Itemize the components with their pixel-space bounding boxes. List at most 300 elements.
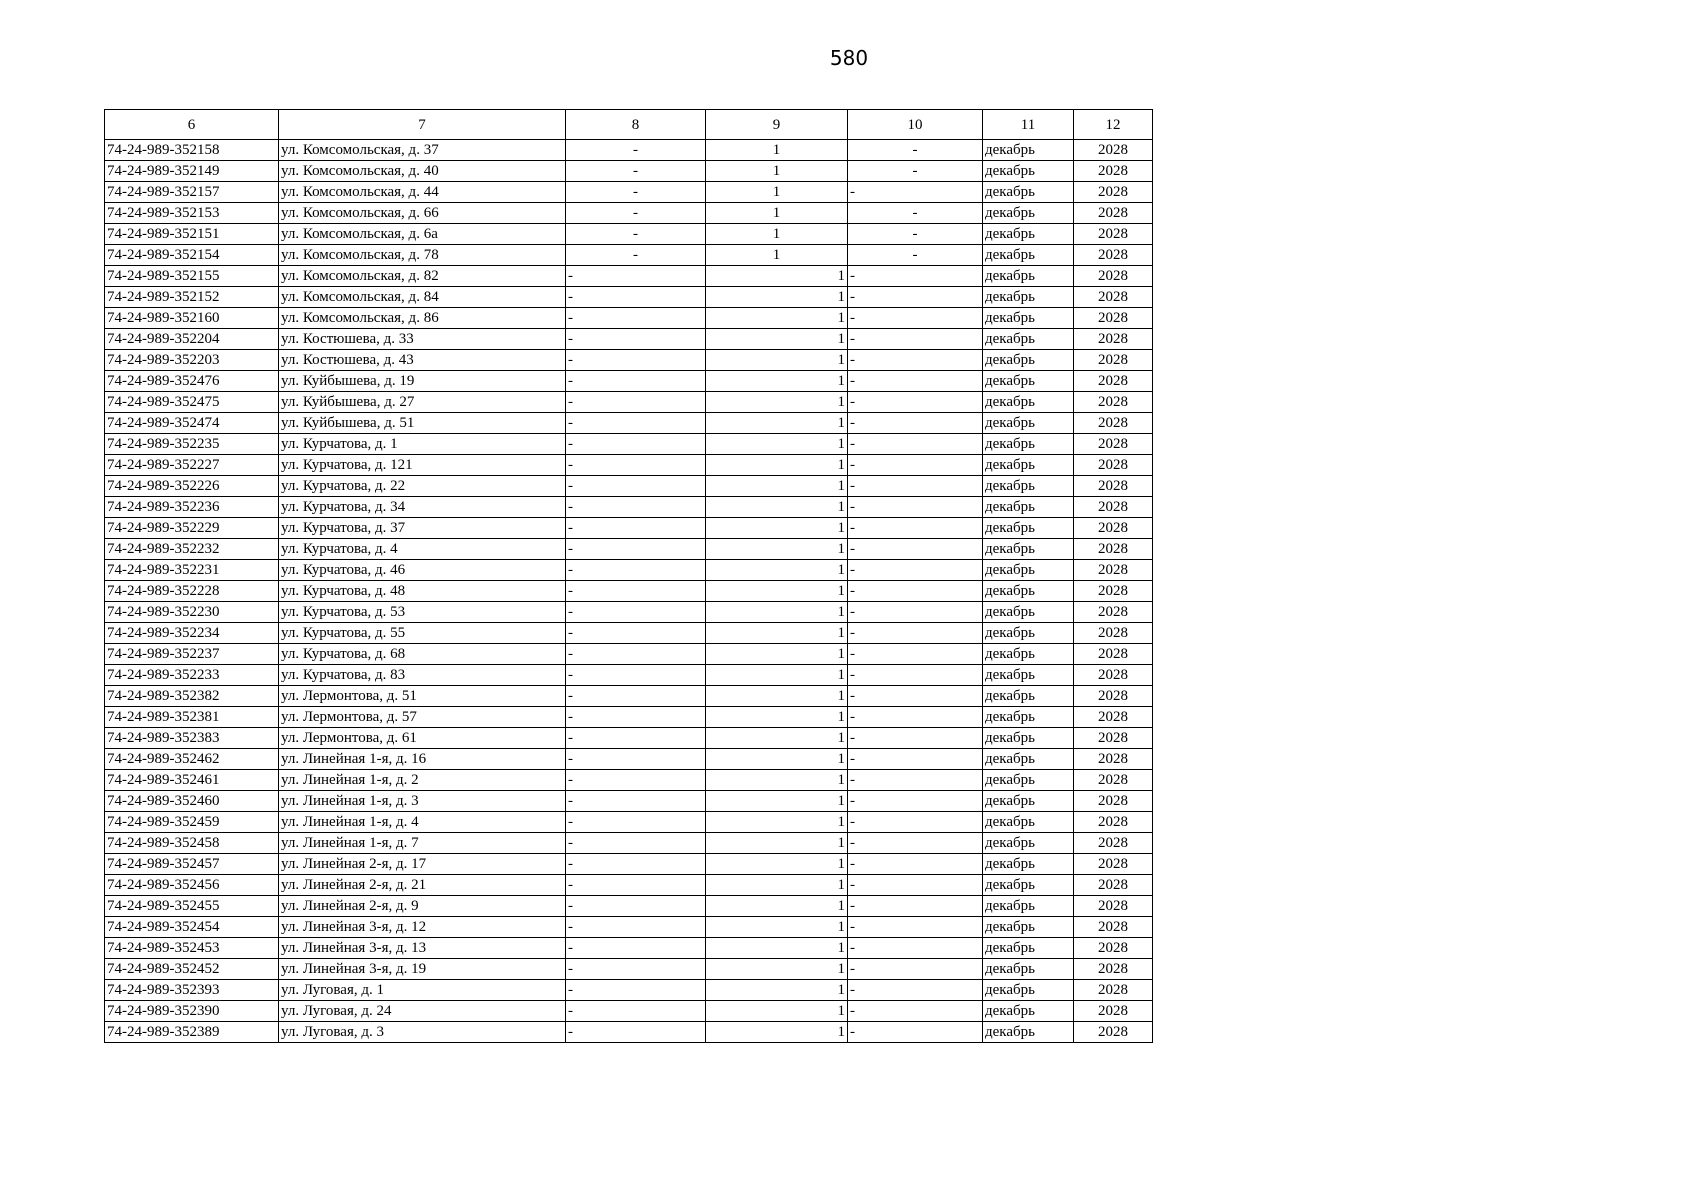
cell-address: ул. Линейная 2-я, д. 21 xyxy=(279,875,566,896)
cell-col-8: - xyxy=(566,413,706,434)
cell-year: 2028 xyxy=(1074,203,1153,224)
cell-address: ул. Лермонтова, д. 51 xyxy=(279,686,566,707)
cell-address: ул. Комсомольская, д. 37 xyxy=(279,140,566,161)
cell-col-8: - xyxy=(566,161,706,182)
cell-address: ул. Курчатова, д. 4 xyxy=(279,539,566,560)
cell-col-10: - xyxy=(848,140,983,161)
cell-id: 74-24-989-352149 xyxy=(105,161,279,182)
cell-col-8: - xyxy=(566,476,706,497)
cell-month: декабрь xyxy=(983,140,1074,161)
cell-year: 2028 xyxy=(1074,224,1153,245)
cell-year: 2028 xyxy=(1074,266,1153,287)
cell-address: ул. Костюшева, д. 33 xyxy=(279,329,566,350)
cell-col-8: - xyxy=(566,497,706,518)
table-row xyxy=(105,497,1153,518)
cell-col-10: - xyxy=(848,476,983,497)
cell-id: 74-24-989-352455 xyxy=(105,896,279,917)
column-header-9: 9 xyxy=(706,110,848,140)
cell-month: декабрь xyxy=(983,203,1074,224)
cell-col-9: 1 xyxy=(706,1022,848,1043)
cell-month: декабрь xyxy=(983,623,1074,644)
cell-id: 74-24-989-352226 xyxy=(105,476,279,497)
cell-address: ул. Линейная 3-я, д. 19 xyxy=(279,959,566,980)
cell-col-9: 1 xyxy=(706,203,848,224)
cell-col-9: 1 xyxy=(706,560,848,581)
table-row xyxy=(105,371,1153,392)
cell-id: 74-24-989-352381 xyxy=(105,707,279,728)
cell-col-8: - xyxy=(566,938,706,959)
cell-id: 74-24-989-352157 xyxy=(105,182,279,203)
table-row xyxy=(105,917,1153,938)
cell-month: декабрь xyxy=(983,749,1074,770)
cell-col-9: 1 xyxy=(706,833,848,854)
cell-col-9: 1 xyxy=(706,518,848,539)
cell-month: декабрь xyxy=(983,644,1074,665)
cell-col-9: 1 xyxy=(706,875,848,896)
table-row xyxy=(105,833,1153,854)
table-row xyxy=(105,560,1153,581)
cell-year: 2028 xyxy=(1074,854,1153,875)
cell-month: декабрь xyxy=(983,455,1074,476)
table-row xyxy=(105,959,1153,980)
cell-id: 74-24-989-352237 xyxy=(105,644,279,665)
table-row xyxy=(105,707,1153,728)
cell-id: 74-24-989-352204 xyxy=(105,329,279,350)
data-table xyxy=(104,109,1153,1043)
cell-col-10: - xyxy=(848,350,983,371)
cell-col-8: - xyxy=(566,854,706,875)
cell-id: 74-24-989-352203 xyxy=(105,350,279,371)
cell-month: декабрь xyxy=(983,350,1074,371)
cell-col-8: - xyxy=(566,182,706,203)
cell-col-9: 1 xyxy=(706,266,848,287)
cell-col-10: - xyxy=(848,896,983,917)
cell-address: ул. Луговая, д. 24 xyxy=(279,1001,566,1022)
cell-address: ул. Курчатова, д. 68 xyxy=(279,644,566,665)
cell-col-8: - xyxy=(566,980,706,1001)
cell-year: 2028 xyxy=(1074,686,1153,707)
cell-id: 74-24-989-352158 xyxy=(105,140,279,161)
cell-month: декабрь xyxy=(983,182,1074,203)
cell-col-9: 1 xyxy=(706,434,848,455)
table-row xyxy=(105,644,1153,665)
cell-id: 74-24-989-352232 xyxy=(105,539,279,560)
cell-col-10: - xyxy=(848,287,983,308)
table-row xyxy=(105,308,1153,329)
cell-year: 2028 xyxy=(1074,539,1153,560)
cell-id: 74-24-989-352227 xyxy=(105,455,279,476)
cell-col-8: - xyxy=(566,707,706,728)
cell-year: 2028 xyxy=(1074,791,1153,812)
cell-address: ул. Куйбышева, д. 51 xyxy=(279,413,566,434)
cell-year: 2028 xyxy=(1074,560,1153,581)
cell-col-9: 1 xyxy=(706,539,848,560)
table-row xyxy=(105,392,1153,413)
cell-month: декабрь xyxy=(983,1001,1074,1022)
cell-address: ул. Комсомольская, д. 78 xyxy=(279,245,566,266)
cell-col-10: - xyxy=(848,833,983,854)
cell-year: 2028 xyxy=(1074,623,1153,644)
cell-col-8: - xyxy=(566,581,706,602)
cell-month: декабрь xyxy=(983,896,1074,917)
cell-year: 2028 xyxy=(1074,476,1153,497)
cell-col-10: - xyxy=(848,686,983,707)
cell-address: ул. Комсомольская, д. 82 xyxy=(279,266,566,287)
cell-col-9: 1 xyxy=(706,938,848,959)
cell-col-8: - xyxy=(566,371,706,392)
cell-address: ул. Комсомольская, д. 40 xyxy=(279,161,566,182)
cell-col-8: - xyxy=(566,245,706,266)
cell-address: ул. Линейная 2-я, д. 17 xyxy=(279,854,566,875)
cell-col-9: 1 xyxy=(706,791,848,812)
cell-month: декабрь xyxy=(983,371,1074,392)
table-row xyxy=(105,455,1153,476)
cell-year: 2028 xyxy=(1074,938,1153,959)
cell-id: 74-24-989-352228 xyxy=(105,581,279,602)
cell-address: ул. Курчатова, д. 22 xyxy=(279,476,566,497)
cell-month: декабрь xyxy=(983,686,1074,707)
cell-address: ул. Линейная 1-я, д. 7 xyxy=(279,833,566,854)
cell-col-8: - xyxy=(566,539,706,560)
cell-address: ул. Комсомольская, д. 86 xyxy=(279,308,566,329)
cell-col-10: - xyxy=(848,812,983,833)
cell-col-8: - xyxy=(566,392,706,413)
table-row xyxy=(105,476,1153,497)
table-row xyxy=(105,896,1153,917)
cell-address: ул. Курчатова, д. 83 xyxy=(279,665,566,686)
cell-month: декабрь xyxy=(983,707,1074,728)
cell-month: декабрь xyxy=(983,791,1074,812)
cell-month: декабрь xyxy=(983,1022,1074,1043)
cell-id: 74-24-989-352389 xyxy=(105,1022,279,1043)
cell-year: 2028 xyxy=(1074,833,1153,854)
cell-col-9: 1 xyxy=(706,665,848,686)
cell-col-9: 1 xyxy=(706,245,848,266)
cell-month: декабрь xyxy=(983,560,1074,581)
cell-address: ул. Комсомольская, д. 84 xyxy=(279,287,566,308)
cell-col-8: - xyxy=(566,434,706,455)
cell-col-10: - xyxy=(848,728,983,749)
cell-month: декабрь xyxy=(983,959,1074,980)
cell-col-8: - xyxy=(566,350,706,371)
cell-col-10: - xyxy=(848,308,983,329)
cell-col-10: - xyxy=(848,938,983,959)
cell-col-10: - xyxy=(848,266,983,287)
table-row xyxy=(105,518,1153,539)
cell-col-10: - xyxy=(848,182,983,203)
cell-month: декабрь xyxy=(983,728,1074,749)
cell-col-10: - xyxy=(848,539,983,560)
cell-col-10: - xyxy=(848,203,983,224)
table-row xyxy=(105,875,1153,896)
cell-id: 74-24-989-352475 xyxy=(105,392,279,413)
cell-col-10: - xyxy=(848,371,983,392)
cell-address: ул. Курчатова, д. 53 xyxy=(279,602,566,623)
cell-col-9: 1 xyxy=(706,623,848,644)
cell-col-10: - xyxy=(848,980,983,1001)
column-header-8: 8 xyxy=(566,110,706,140)
cell-address: ул. Линейная 3-я, д. 12 xyxy=(279,917,566,938)
cell-month: декабрь xyxy=(983,518,1074,539)
cell-col-10: - xyxy=(848,665,983,686)
cell-year: 2028 xyxy=(1074,875,1153,896)
column-header-11: 11 xyxy=(983,110,1074,140)
cell-col-10: - xyxy=(848,224,983,245)
cell-col-9: 1 xyxy=(706,329,848,350)
cell-col-8: - xyxy=(566,812,706,833)
column-header-7: 7 xyxy=(279,110,566,140)
cell-col-8: - xyxy=(566,140,706,161)
cell-year: 2028 xyxy=(1074,434,1153,455)
table-row xyxy=(105,266,1153,287)
cell-month: декабрь xyxy=(983,917,1074,938)
cell-col-9: 1 xyxy=(706,182,848,203)
cell-address: ул. Линейная 1-я, д. 2 xyxy=(279,770,566,791)
table-row xyxy=(105,203,1153,224)
cell-year: 2028 xyxy=(1074,287,1153,308)
cell-col-8: - xyxy=(566,833,706,854)
cell-year: 2028 xyxy=(1074,812,1153,833)
cell-address: ул. Линейная 1-я, д. 16 xyxy=(279,749,566,770)
cell-month: декабрь xyxy=(983,161,1074,182)
table-row xyxy=(105,812,1153,833)
cell-id: 74-24-989-352235 xyxy=(105,434,279,455)
cell-col-8: - xyxy=(566,203,706,224)
cell-id: 74-24-989-352452 xyxy=(105,959,279,980)
cell-col-10: - xyxy=(848,161,983,182)
column-header-6: 6 xyxy=(105,110,279,140)
cell-address: ул. Куйбышева, д. 19 xyxy=(279,371,566,392)
cell-col-9: 1 xyxy=(706,896,848,917)
cell-month: декабрь xyxy=(983,245,1074,266)
cell-col-8: - xyxy=(566,1001,706,1022)
cell-id: 74-24-989-352476 xyxy=(105,371,279,392)
cell-col-8: - xyxy=(566,560,706,581)
cell-year: 2028 xyxy=(1074,1022,1153,1043)
table-row xyxy=(105,770,1153,791)
cell-month: декабрь xyxy=(983,812,1074,833)
cell-month: декабрь xyxy=(983,224,1074,245)
cell-id: 74-24-989-352382 xyxy=(105,686,279,707)
cell-year: 2028 xyxy=(1074,350,1153,371)
cell-id: 74-24-989-352154 xyxy=(105,245,279,266)
cell-col-9: 1 xyxy=(706,476,848,497)
cell-col-8: - xyxy=(566,875,706,896)
cell-year: 2028 xyxy=(1074,980,1153,1001)
cell-address: ул. Комсомольская, д. 66 xyxy=(279,203,566,224)
cell-id: 74-24-989-352474 xyxy=(105,413,279,434)
cell-col-10: - xyxy=(848,560,983,581)
cell-address: ул. Комсомольская, д. 6а xyxy=(279,224,566,245)
cell-col-10: - xyxy=(848,854,983,875)
cell-col-9: 1 xyxy=(706,371,848,392)
cell-id: 74-24-989-352460 xyxy=(105,791,279,812)
cell-month: декабрь xyxy=(983,854,1074,875)
cell-address: ул. Лермонтова, д. 57 xyxy=(279,707,566,728)
cell-id: 74-24-989-352155 xyxy=(105,266,279,287)
cell-year: 2028 xyxy=(1074,329,1153,350)
cell-col-8: - xyxy=(566,896,706,917)
cell-col-9: 1 xyxy=(706,1001,848,1022)
cell-col-10: - xyxy=(848,245,983,266)
table-row xyxy=(105,224,1153,245)
cell-col-10: - xyxy=(848,413,983,434)
table-row xyxy=(105,602,1153,623)
table-row xyxy=(105,434,1153,455)
cell-month: декабрь xyxy=(983,434,1074,455)
cell-col-9: 1 xyxy=(706,686,848,707)
cell-id: 74-24-989-352151 xyxy=(105,224,279,245)
cell-month: декабрь xyxy=(983,308,1074,329)
cell-col-9: 1 xyxy=(706,917,848,938)
cell-col-10: - xyxy=(848,392,983,413)
cell-id: 74-24-989-352152 xyxy=(105,287,279,308)
cell-address: ул. Курчатова, д. 37 xyxy=(279,518,566,539)
cell-id: 74-24-989-352383 xyxy=(105,728,279,749)
table-row xyxy=(105,245,1153,266)
cell-year: 2028 xyxy=(1074,140,1153,161)
cell-address: ул. Курчатова, д. 46 xyxy=(279,560,566,581)
cell-year: 2028 xyxy=(1074,602,1153,623)
cell-month: декабрь xyxy=(983,266,1074,287)
table-row xyxy=(105,539,1153,560)
cell-address: ул. Костюшева, д. 43 xyxy=(279,350,566,371)
cell-col-9: 1 xyxy=(706,161,848,182)
cell-address: ул. Курчатова, д. 48 xyxy=(279,581,566,602)
cell-address: ул. Линейная 2-я, д. 9 xyxy=(279,896,566,917)
table-row xyxy=(105,854,1153,875)
cell-year: 2028 xyxy=(1074,959,1153,980)
cell-year: 2028 xyxy=(1074,917,1153,938)
cell-month: декабрь xyxy=(983,833,1074,854)
cell-month: декабрь xyxy=(983,602,1074,623)
cell-col-8: - xyxy=(566,644,706,665)
cell-month: декабрь xyxy=(983,938,1074,959)
cell-col-8: - xyxy=(566,1022,706,1043)
cell-col-8: - xyxy=(566,455,706,476)
cell-id: 74-24-989-352234 xyxy=(105,623,279,644)
cell-col-8: - xyxy=(566,308,706,329)
cell-col-9: 1 xyxy=(706,644,848,665)
cell-col-10: - xyxy=(848,518,983,539)
cell-month: декабрь xyxy=(983,770,1074,791)
cell-id: 74-24-989-352233 xyxy=(105,665,279,686)
cell-col-8: - xyxy=(566,266,706,287)
cell-col-9: 1 xyxy=(706,707,848,728)
cell-col-10: - xyxy=(848,749,983,770)
cell-id: 74-24-989-352462 xyxy=(105,749,279,770)
cell-id: 74-24-989-352160 xyxy=(105,308,279,329)
cell-year: 2028 xyxy=(1074,518,1153,539)
cell-address: ул. Курчатова, д. 121 xyxy=(279,455,566,476)
cell-address: ул. Линейная 3-я, д. 13 xyxy=(279,938,566,959)
cell-id: 74-24-989-352457 xyxy=(105,854,279,875)
cell-col-10: - xyxy=(848,707,983,728)
cell-month: декабрь xyxy=(983,392,1074,413)
cell-address: ул. Лермонтова, д. 61 xyxy=(279,728,566,749)
cell-col-8: - xyxy=(566,518,706,539)
cell-id: 74-24-989-352454 xyxy=(105,917,279,938)
cell-col-9: 1 xyxy=(706,959,848,980)
table-row xyxy=(105,623,1153,644)
cell-year: 2028 xyxy=(1074,728,1153,749)
cell-col-10: - xyxy=(848,770,983,791)
cell-col-10: - xyxy=(848,1022,983,1043)
cell-col-8: - xyxy=(566,959,706,980)
cell-col-9: 1 xyxy=(706,728,848,749)
cell-address: ул. Луговая, д. 3 xyxy=(279,1022,566,1043)
cell-col-10: - xyxy=(848,644,983,665)
cell-col-9: 1 xyxy=(706,392,848,413)
cell-id: 74-24-989-352456 xyxy=(105,875,279,896)
cell-year: 2028 xyxy=(1074,644,1153,665)
cell-col-10: - xyxy=(848,1001,983,1022)
cell-id: 74-24-989-352231 xyxy=(105,560,279,581)
cell-col-8: - xyxy=(566,287,706,308)
cell-year: 2028 xyxy=(1074,308,1153,329)
cell-col-8: - xyxy=(566,770,706,791)
cell-year: 2028 xyxy=(1074,1001,1153,1022)
cell-month: декабрь xyxy=(983,875,1074,896)
table-row xyxy=(105,350,1153,371)
table-row xyxy=(105,1022,1153,1043)
cell-address: ул. Луговая, д. 1 xyxy=(279,980,566,1001)
table-row xyxy=(105,938,1153,959)
cell-col-10: - xyxy=(848,917,983,938)
cell-col-10: - xyxy=(848,875,983,896)
cell-col-10: - xyxy=(848,791,983,812)
table-row xyxy=(105,287,1153,308)
cell-col-8: - xyxy=(566,329,706,350)
cell-id: 74-24-989-352453 xyxy=(105,938,279,959)
cell-id: 74-24-989-352459 xyxy=(105,812,279,833)
cell-col-8: - xyxy=(566,602,706,623)
cell-address: ул. Линейная 1-я, д. 4 xyxy=(279,812,566,833)
cell-address: ул. Комсомольская, д. 44 xyxy=(279,182,566,203)
table-row xyxy=(105,791,1153,812)
cell-col-8: - xyxy=(566,749,706,770)
cell-year: 2028 xyxy=(1074,896,1153,917)
cell-id: 74-24-989-352236 xyxy=(105,497,279,518)
cell-col-9: 1 xyxy=(706,413,848,434)
cell-col-9: 1 xyxy=(706,497,848,518)
cell-col-9: 1 xyxy=(706,308,848,329)
cell-month: декабрь xyxy=(983,581,1074,602)
cell-address: ул. Курчатова, д. 1 xyxy=(279,434,566,455)
cell-year: 2028 xyxy=(1074,455,1153,476)
cell-col-10: - xyxy=(848,602,983,623)
cell-col-9: 1 xyxy=(706,581,848,602)
page-number: 580 xyxy=(829,46,869,70)
cell-col-10: - xyxy=(848,623,983,644)
table-row xyxy=(105,1001,1153,1022)
cell-col-9: 1 xyxy=(706,455,848,476)
cell-month: декабрь xyxy=(983,665,1074,686)
cell-year: 2028 xyxy=(1074,413,1153,434)
cell-col-9: 1 xyxy=(706,980,848,1001)
cell-id: 74-24-989-352229 xyxy=(105,518,279,539)
cell-col-10: - xyxy=(848,434,983,455)
table-row xyxy=(105,980,1153,1001)
cell-col-9: 1 xyxy=(706,287,848,308)
cell-address: ул. Куйбышева, д. 27 xyxy=(279,392,566,413)
cell-year: 2028 xyxy=(1074,245,1153,266)
table-row xyxy=(105,686,1153,707)
table-row xyxy=(105,749,1153,770)
cell-col-10: - xyxy=(848,959,983,980)
table-row xyxy=(105,728,1153,749)
table-row xyxy=(105,182,1153,203)
